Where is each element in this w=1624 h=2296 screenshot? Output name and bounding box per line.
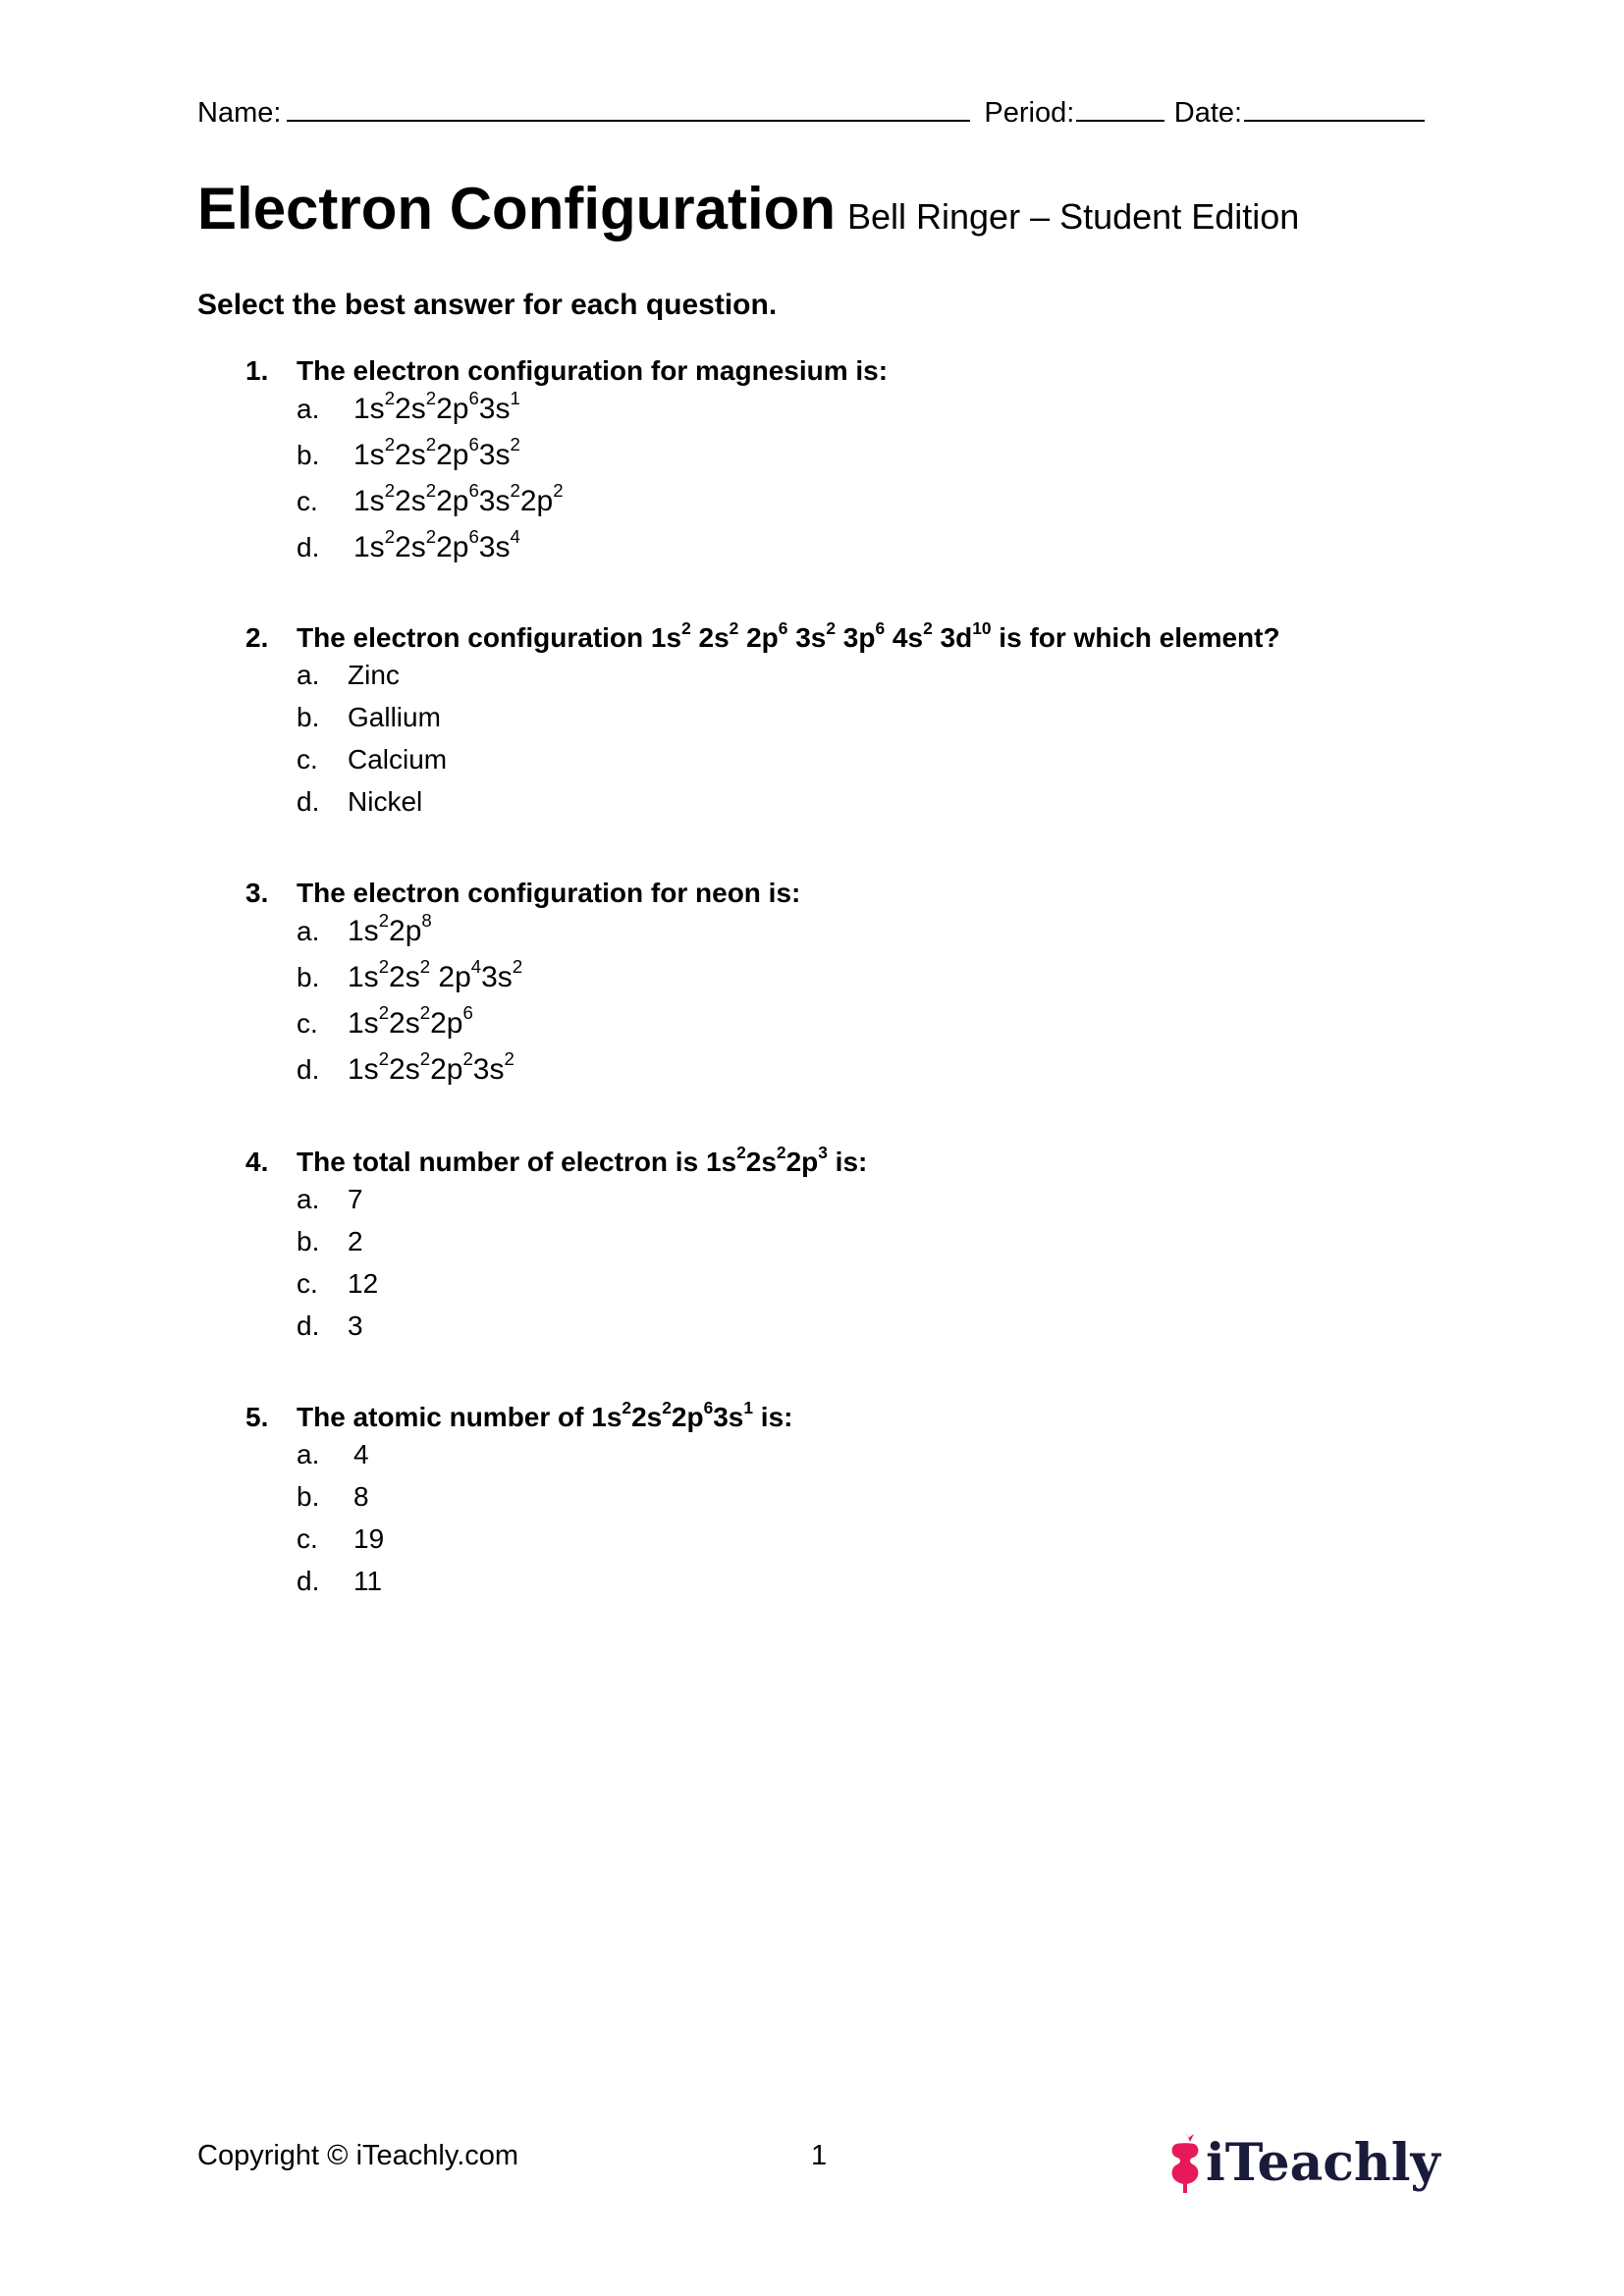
- question-text: The electron configuration for neon is:: [297, 878, 801, 908]
- answer-option[interactable]: [297, 1048, 1522, 1099]
- question-text: The atomic number of $1s^22s^22p^63s^1$ is:: [297, 1398, 793, 1432]
- period-label: Period:: [984, 97, 1075, 129]
- option-text: Gallium: [348, 702, 441, 732]
- option-letter: a.: [297, 394, 320, 424]
- question-4: [245, 1143, 1522, 1353]
- option-letter: a.: [297, 916, 320, 946]
- answer-option[interactable]: [297, 1002, 1522, 1053]
- option-text: $1s^22s^2$ $2p^43s^2$: [348, 956, 523, 993]
- option-letter: d.: [297, 1566, 320, 1596]
- answer-option[interactable]: [297, 388, 1522, 439]
- option-letter: c.: [297, 1268, 318, 1299]
- option-letter: c.: [297, 1523, 318, 1554]
- question-number: 1.: [245, 355, 269, 386]
- option-letter: b.: [297, 1226, 320, 1256]
- answer-option[interactable]: [297, 1523, 1522, 1566]
- copyright-notice: Copyright © iTeachly.com: [197, 2140, 519, 2171]
- page-title: Electron Configuration: [197, 176, 836, 241]
- question-number: 4.: [245, 1147, 269, 1177]
- option-text: 19: [353, 1523, 385, 1554]
- question-5: [245, 1398, 1522, 1608]
- question-number: 3.: [245, 878, 269, 908]
- question-2: [245, 618, 1522, 828]
- option-text: $1s^22s^22p^63s^22p^2$: [353, 480, 564, 517]
- answer-option[interactable]: [297, 702, 1522, 744]
- option-text: 8: [353, 1481, 369, 1512]
- option-text: 11: [353, 1566, 383, 1596]
- page-number: 1: [811, 2140, 828, 2171]
- option-text: Zinc: [348, 660, 400, 690]
- option-text: $1s^22s^22p^63s^4$: [353, 526, 520, 563]
- answer-option[interactable]: [297, 526, 1522, 577]
- name-blank[interactable]: [287, 96, 970, 122]
- answer-options: [297, 1184, 1522, 1353]
- option-letter: b.: [297, 702, 320, 732]
- page-subtitle: Bell Ringer – Student Edition: [846, 196, 1300, 237]
- option-text: $1s^22s^22p^23s^2$: [348, 1048, 514, 1086]
- question-stem: [245, 878, 1522, 909]
- option-text: 12: [348, 1268, 379, 1299]
- worksheet-title: [197, 175, 1299, 242]
- question-stem: [245, 1143, 1522, 1178]
- option-letter: d.: [297, 532, 320, 562]
- option-text: $1s^22s^22p^63s^2$: [353, 434, 520, 471]
- answer-option[interactable]: [297, 434, 1522, 485]
- question-number: 2.: [245, 622, 269, 653]
- option-text: Calcium: [348, 744, 448, 774]
- question-stem: [245, 618, 1522, 654]
- answer-option[interactable]: [297, 1310, 1522, 1353]
- question-text: The total number of electron is $1s^22s^22p^3$ is:: [297, 1143, 868, 1177]
- option-letter: a.: [297, 1184, 320, 1214]
- logo-wordmark: iTeachly: [1206, 2132, 1440, 2193]
- question-number: 5.: [245, 1402, 269, 1432]
- answer-option[interactable]: [297, 1439, 1522, 1481]
- answer-option[interactable]: [297, 1184, 1522, 1226]
- question-stem: [245, 355, 1522, 387]
- option-letter: a.: [297, 660, 320, 690]
- answer-option[interactable]: [297, 910, 1522, 961]
- option-letter: c.: [297, 744, 318, 774]
- date-label: Date:: [1173, 97, 1243, 129]
- option-letter: d.: [297, 1310, 320, 1341]
- option-letter: b.: [297, 1481, 320, 1512]
- option-text: 4: [353, 1439, 369, 1469]
- instructions: Select the best answer for each question.: [197, 289, 778, 321]
- option-letter: c.: [297, 486, 318, 516]
- answer-option[interactable]: [297, 660, 1522, 702]
- option-letter: c.: [297, 1008, 318, 1039]
- iteachly-logo: [1168, 2128, 1440, 2197]
- answer-option[interactable]: [297, 1268, 1522, 1310]
- answer-option[interactable]: [297, 744, 1522, 786]
- option-letter: d.: [297, 786, 320, 817]
- option-letter: a.: [297, 1439, 320, 1469]
- option-text: 3: [348, 1310, 363, 1341]
- answer-option[interactable]: [297, 480, 1522, 531]
- period-blank[interactable]: [1076, 96, 1164, 122]
- option-text: 2: [348, 1226, 363, 1256]
- answer-options: [297, 910, 1522, 1099]
- question-text: The electron configuration $1s^2$ $2s^2$ $2p^6$ $3s^2$ $3p^6$ $4s^2$ $3d^{10}$ is for which element?: [297, 618, 1280, 653]
- option-text: 7: [348, 1184, 363, 1214]
- date-blank[interactable]: [1244, 96, 1425, 122]
- option-text: $1s^22s^22p^63s^1$: [353, 388, 520, 425]
- answer-option[interactable]: [297, 956, 1522, 1007]
- option-text: $1s^22p^8$: [348, 910, 432, 947]
- answer-options: [297, 660, 1522, 828]
- answer-options: [297, 388, 1522, 577]
- answer-option[interactable]: [297, 786, 1522, 828]
- name-label: Name:: [197, 97, 282, 129]
- question-1: [245, 355, 1522, 577]
- option-letter: b.: [297, 440, 320, 470]
- answer-option[interactable]: [297, 1226, 1522, 1268]
- answer-option[interactable]: [297, 1566, 1522, 1608]
- apple-core-icon: [1168, 2128, 1202, 2197]
- question-text: The electron configuration for magnesium is:: [297, 355, 889, 386]
- question-stem: [245, 1398, 1522, 1433]
- option-letter: b.: [297, 962, 320, 992]
- answer-option[interactable]: [297, 1481, 1522, 1523]
- option-text: $1s^22s^22p^6$: [348, 1002, 473, 1040]
- answer-options: [297, 1439, 1522, 1608]
- student-info-line: [197, 96, 1435, 130]
- question-3: [245, 878, 1522, 1099]
- option-text: Nickel: [348, 786, 423, 817]
- option-letter: d.: [297, 1054, 320, 1085]
